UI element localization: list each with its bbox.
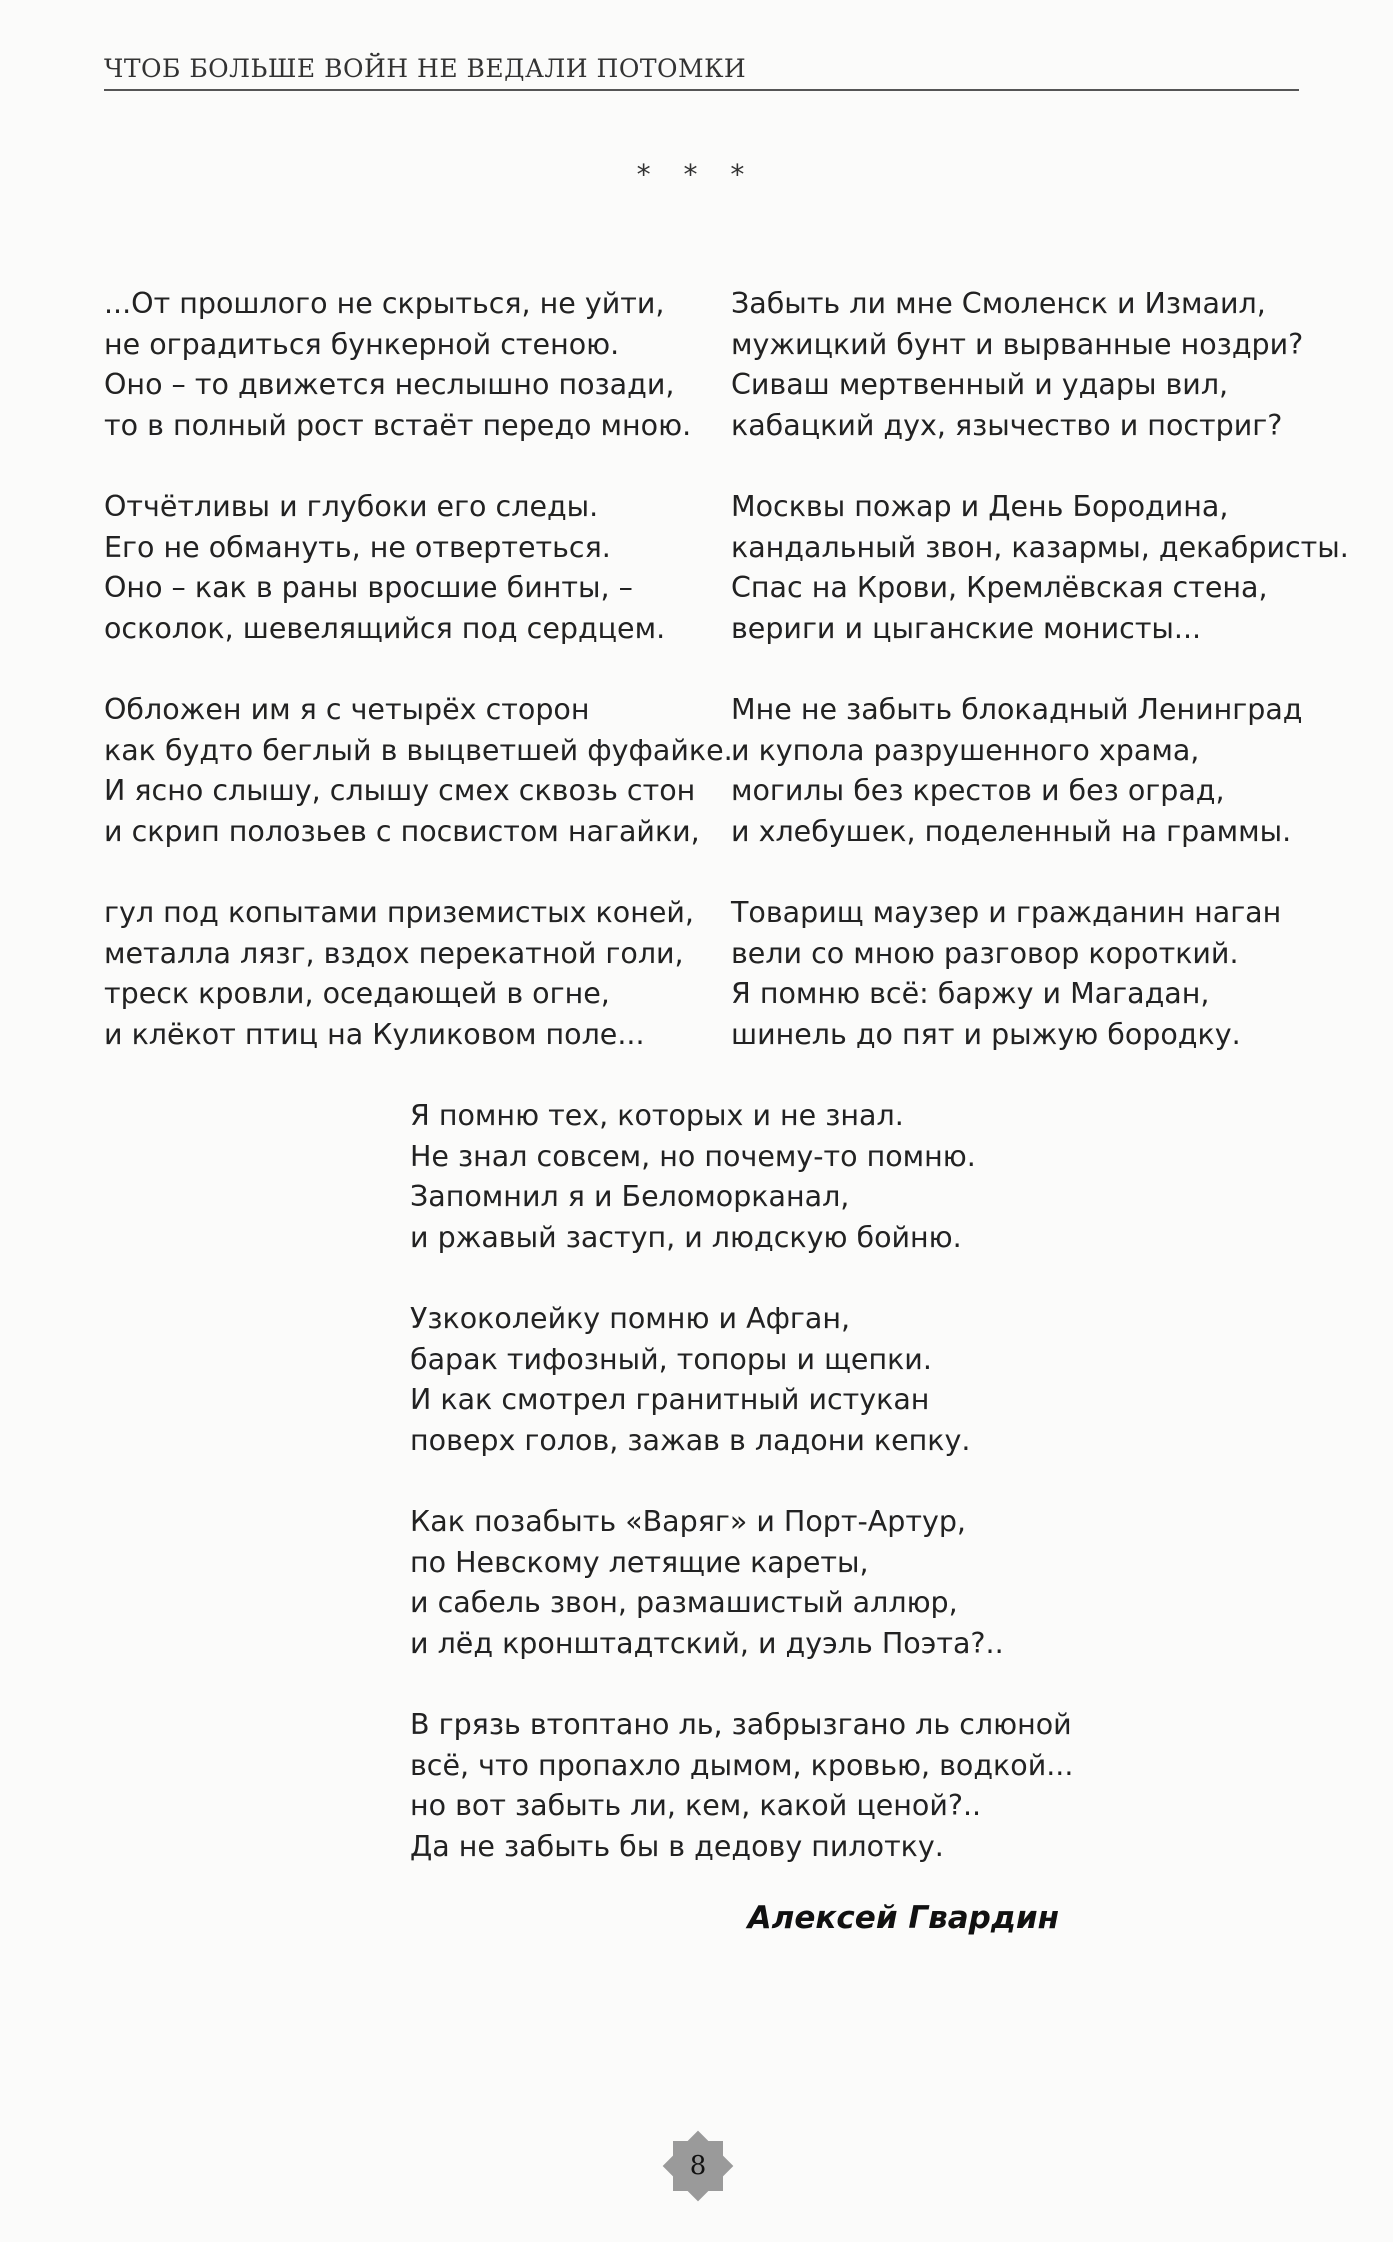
running-header bbox=[104, 54, 1299, 91]
poem-line: и хлебушек, поделенный на граммы. bbox=[731, 814, 1292, 848]
poem-line: кабацкий дух, язычество и постриг? bbox=[731, 408, 1283, 442]
poem-line: ...От прошлого не скрыться, не уйти, bbox=[104, 287, 665, 320]
center-column bbox=[410, 1096, 1073, 1908]
stanza bbox=[104, 487, 733, 649]
poem-line: Забыть ли мне Смоленск и Измаил, bbox=[731, 287, 1266, 320]
stanza bbox=[410, 1096, 1073, 1258]
header-title: ЧТОБ БОЛЬШЕ ВОЙН НЕ ВЕДАЛИ ПОТОМКИ bbox=[104, 54, 747, 83]
poem-line: вели со мною разговор короткий. bbox=[731, 936, 1239, 970]
poem-line: Сиваш мертвенный и удары вил, bbox=[731, 368, 1229, 401]
poem-line: шинель до пят и рыжую бородку. bbox=[731, 1017, 1241, 1051]
poem-line: Да не забыть бы в дедову пилотку. bbox=[410, 1829, 944, 1863]
stanza bbox=[410, 1299, 1073, 1461]
poem-line: Оно – то движется неслышно позади, bbox=[104, 368, 675, 401]
poem-line: Его не обмануть, не отвертеться. bbox=[104, 530, 611, 564]
poem-line: Узкоколейку помню и Афган, bbox=[410, 1302, 851, 1335]
poem-line: Я помню тех, которых и не знал. bbox=[410, 1099, 904, 1132]
poem-line: Спас на Крови, Кремлёвская стена, bbox=[731, 571, 1268, 604]
poem-line: но вот забыть ли, кем, какой ценой?.. bbox=[410, 1789, 982, 1822]
poem-line: И ясно слышу, слышу смех сквозь стон bbox=[104, 774, 696, 807]
stanza bbox=[104, 690, 733, 852]
poem-line: барак тифозный, топоры и щепки. bbox=[410, 1342, 932, 1376]
author-signature: Алексей Гвардин bbox=[747, 1900, 1059, 1936]
poem-line: Как позабыть «Варяг» и Порт-Артур, bbox=[410, 1505, 966, 1538]
poem-line: Я помню всё: баржу и Магадан, bbox=[731, 977, 1210, 1010]
stanza bbox=[731, 487, 1349, 649]
stanza bbox=[731, 690, 1349, 852]
stanza bbox=[410, 1705, 1073, 1867]
poem-line: Мне не забыть блокадный Ленинград bbox=[731, 693, 1303, 726]
poem-line: Обложен им я с четырёх сторон bbox=[104, 693, 590, 726]
poem-line: могилы без крестов и без оград, bbox=[731, 774, 1225, 807]
poem-line: Оно – как в раны вросшие бинты, – bbox=[104, 571, 633, 604]
poem-line: и сабель звон, размашистый аллюр, bbox=[410, 1586, 958, 1619]
stanza bbox=[731, 284, 1349, 446]
poem-line: по Невскому летящие кареты, bbox=[410, 1545, 869, 1579]
right-column bbox=[731, 284, 1349, 1096]
poem-line: Запомнил я и Беломорканал, bbox=[410, 1180, 850, 1213]
poem-line: Товарищ маузер и гражданин наган bbox=[731, 896, 1282, 929]
stanza bbox=[104, 893, 733, 1055]
stanza bbox=[731, 893, 1349, 1055]
poem-line: вериги и цыганские мониcты... bbox=[731, 611, 1202, 645]
poem-line: то в полный рост встаёт передо мною. bbox=[104, 408, 692, 442]
poem-line: как будто беглый в выцветшей фуфайке. bbox=[104, 733, 733, 767]
poem-line: и купола разрушенного храма, bbox=[731, 733, 1200, 767]
poem-line: и лёд кронштадтский, и дуэль Поэта?.. bbox=[410, 1626, 1004, 1660]
poem-line: гул под копытами приземистых коней, bbox=[104, 896, 694, 929]
page-number-badge bbox=[660, 2128, 736, 2204]
poem-line: кандальный звон, казармы, декабристы. bbox=[731, 530, 1349, 564]
poem-line: поверх голов, зажав в ладони кепку. bbox=[410, 1423, 971, 1457]
poem-line: и скрип полозьев с посвистом нагайки, bbox=[104, 814, 700, 848]
poem-line: и клёкот птиц на Куликовом поле... bbox=[104, 1017, 645, 1051]
poem-line: и ржавый заступ, и людскую бойню. bbox=[410, 1220, 962, 1254]
poem-line: Москвы пожар и День Бородина, bbox=[731, 490, 1229, 523]
poem-line: мужицкий бунт и вырванные ноздри? bbox=[731, 327, 1304, 361]
poem-line: В грязь втоптано ль, забрызгано ль слюной bbox=[410, 1708, 1072, 1741]
poem-line: металла лязг, вздох перекатной голи, bbox=[104, 936, 684, 970]
stanza bbox=[410, 1502, 1073, 1664]
poem-line: осколок, шевелящийся под сердцем. bbox=[104, 611, 666, 645]
poem-line: Не знал совсем, но почему-то помню. bbox=[410, 1139, 976, 1173]
page-number: 8 bbox=[689, 2151, 707, 2181]
stanza bbox=[104, 284, 733, 446]
poem-line: треск кровли, оседающей в огне, bbox=[104, 977, 610, 1010]
poem-line: И как смотрел гранитный истукан bbox=[410, 1383, 930, 1416]
poem-line: не оградиться бункерной стеною. bbox=[104, 327, 620, 361]
poem-line: Отчётливы и глубоки его следы. bbox=[104, 490, 599, 523]
section-separator: * * * bbox=[636, 158, 757, 191]
left-column bbox=[104, 284, 733, 1096]
poem-line: всё, что пропахло дымом, кровью, водкой... bbox=[410, 1748, 1074, 1782]
